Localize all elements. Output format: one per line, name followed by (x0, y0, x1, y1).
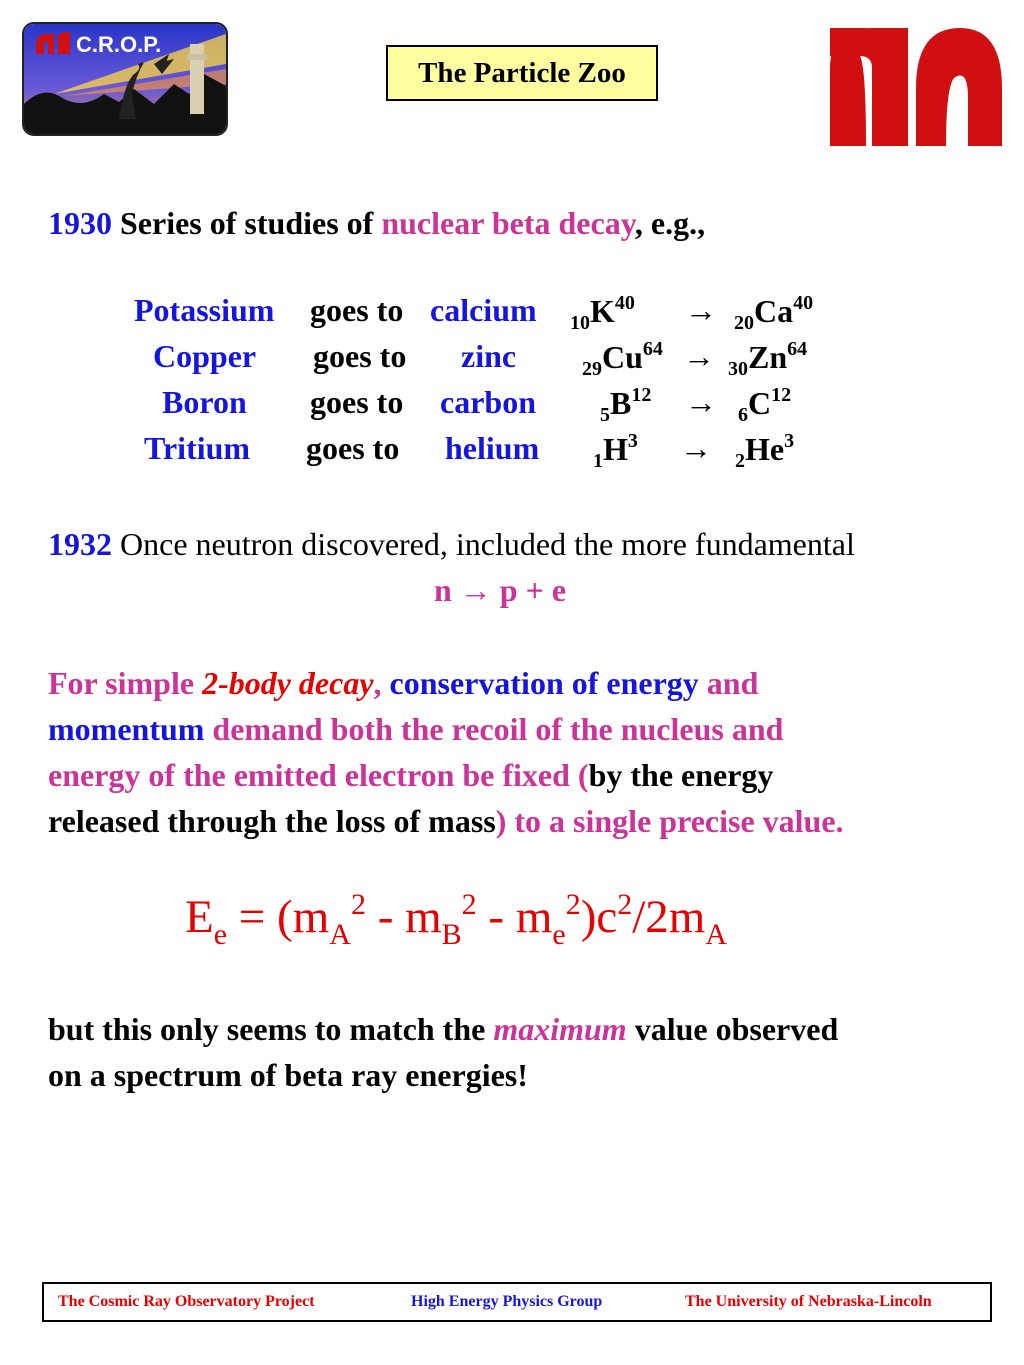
closing-line-1: but this only seems to match the maximum value observed (48, 1011, 839, 1047)
footer (42, 1282, 992, 1322)
p1930-highlight: nuclear beta decay (381, 205, 635, 241)
element-from: Tritium (144, 430, 251, 466)
element-from: Boron (162, 384, 247, 420)
goes-to-text: goes to (313, 338, 407, 374)
arrow-icon: → (685, 292, 717, 328)
closing-paragraph (48, 1006, 838, 1098)
element-to: helium (445, 430, 540, 466)
crop-logo (22, 22, 228, 136)
element-from: Copper (153, 338, 257, 374)
arrow-icon: → (680, 430, 712, 466)
arrow-icon: → (685, 384, 717, 420)
goes-to-text: goes to (310, 384, 404, 420)
p1930-line (48, 205, 705, 242)
year-1932: 1932 (48, 526, 112, 562)
element-from: Potassium (134, 292, 275, 328)
page-title: The Particle Zoo (386, 45, 658, 101)
element-to: calcium (430, 292, 537, 328)
body-line-1: For simple 2-body decay, conservation of energy and (48, 665, 759, 701)
p1930-text-a: Series of studies of (120, 205, 374, 241)
body-line-4: released through the loss of mass) to a single precise value. (48, 803, 844, 839)
isotope-to: $_6C^{12}$ (738, 384, 792, 426)
reaction-row (130, 384, 850, 424)
isotope-from: $_1H^3$ (593, 430, 638, 472)
closing-line-2: on a spectrum of beta ray energies! (48, 1057, 528, 1093)
body-paragraph (48, 660, 1008, 844)
p1932-text: Once neutron discovered, included the more fundamental (120, 526, 855, 562)
p1932-line (48, 526, 855, 563)
reaction-row (130, 338, 850, 378)
university-logo-icon (830, 28, 1002, 146)
goes-to-text: goes to (310, 292, 404, 328)
neutron-decay-equation: n → p + e (433, 572, 567, 608)
footer-right: The University of Nebraska-Lincoln (685, 1293, 932, 1310)
footer-middle: High Energy Physics Group (411, 1293, 603, 1310)
crop-logo-text: C.R.O.P. (76, 32, 162, 57)
crop-logo-image (24, 24, 226, 134)
goes-to-text: goes to (306, 430, 400, 466)
body-line-2: momentum demand both the recoil of the nucleus and (48, 711, 784, 747)
arrow-icon: → (683, 338, 715, 374)
p1930-text-b: , e.g., (634, 205, 706, 241)
isotope-to: $_{30}Zn^{64}$ (728, 338, 808, 380)
body-line-3: energy of the emitted electron be fixed (by the energy (48, 757, 774, 793)
isotope-to: $_2He^3$ (735, 430, 795, 472)
isotope-to: $_{20}Ca^{40}$ (734, 292, 814, 334)
unl-logo (830, 28, 1002, 146)
energy-formula: $E_e = (m_A^2 - m_B^2 - m_e^2)c^2/2m_A$ (185, 888, 728, 951)
element-to: carbon (440, 384, 536, 420)
isotope-from: $_{29}Cu^{64}$ (582, 338, 663, 380)
year-1930: 1930 (48, 205, 112, 241)
reaction-row (130, 430, 850, 470)
footer-left: The Cosmic Ray Observatory Project (58, 1293, 315, 1310)
reaction-row (130, 292, 850, 332)
isotope-from: $_5B^{12}$ (600, 384, 652, 426)
element-to: zinc (461, 338, 517, 374)
isotope-from: $_{10}K^{40}$ (570, 292, 635, 334)
